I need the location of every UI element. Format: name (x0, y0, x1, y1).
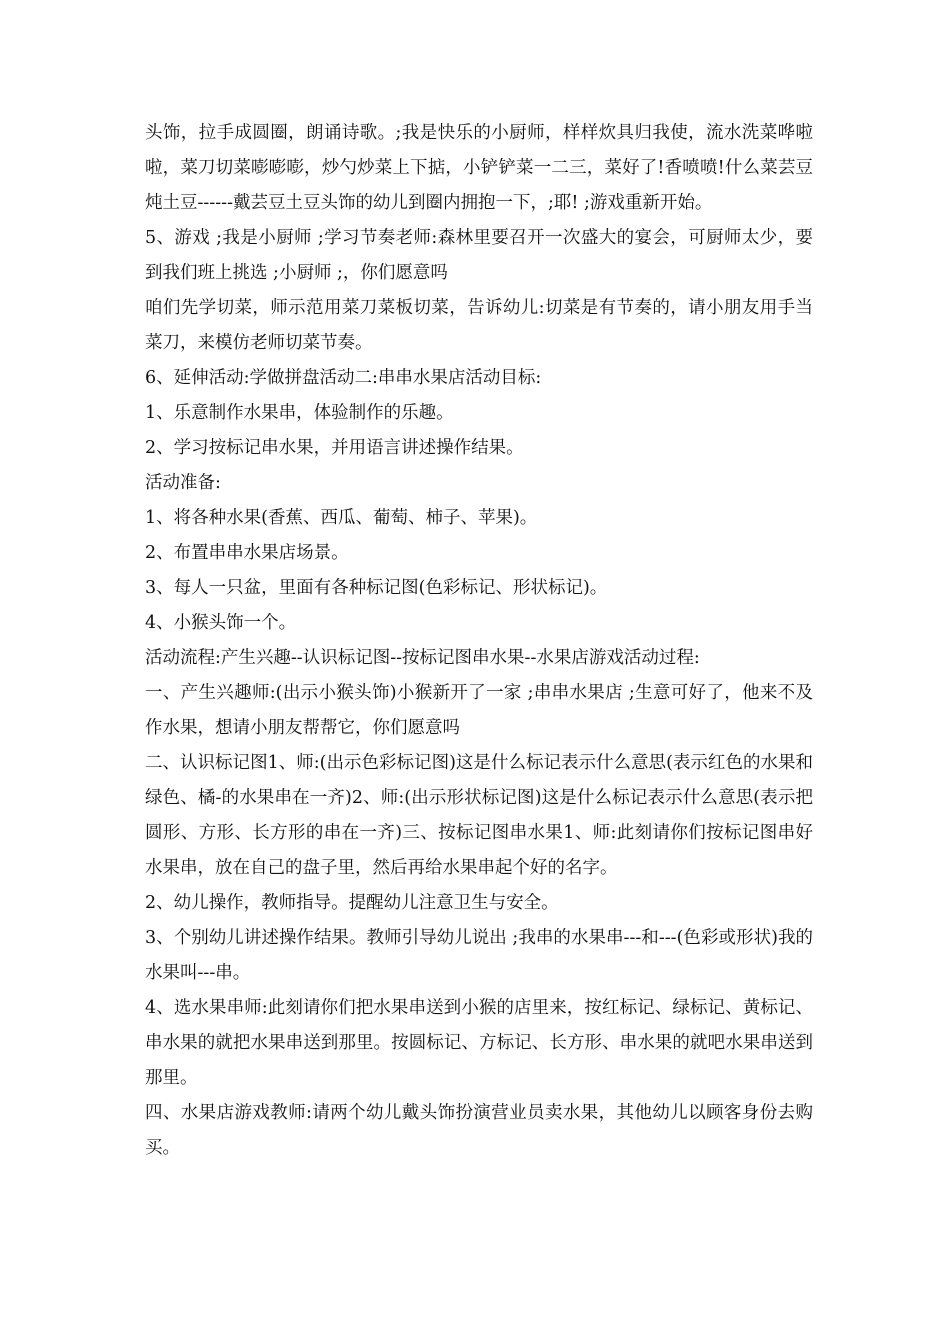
paragraph: 活动准备: (145, 473, 221, 493)
paragraph: 头饰，拉手成圆圈，朗诵诗歌。;我是快乐的小厨师，样样炊具归我使，流水洗菜哗啦啦，菜刀切菜嘭嘭嘭，炒勺炒菜上下掂，小铲铲菜一二三，菜好了!香喷喷!什么菜芸豆炖土豆------戴芸豆土豆头饰的幼儿到圈内拥抱一下，;耶! ;游戏重新开始。 (145, 123, 813, 213)
paragraph: 咱们先学切菜，师示范用菜刀菜板切菜，告诉幼儿:切菜是有节奏的，请小朋友用手当菜刀，来模仿老师切菜节奏。 (145, 298, 813, 353)
paragraph: 二、认识标记图1、师:(出示色彩标记图)这是什么标记表示什么意思(表示红色的水果和绿色、橘-的水果串在一齐)2、师:(出示形状标记图)这是什么标记表示什么意思(表示把圆形、方形、长方形的串在一齐)三、按标记图串水果1、师:此刻请你们按标记图串好水果串，放在自己的盘子里，然后再给水果串起个好的名字。 (145, 753, 813, 878)
paragraph: 3、个别幼儿讲述操作结果。教师引导幼儿说出 ;我串的水果串---和---(色彩或形状)我的水果叫---串。 (145, 928, 813, 983)
paragraph: 2、布置串串水果店场景。 (145, 543, 349, 563)
paragraph: 3、每人一只盆，里面有各种标记图(色彩标记、形状标记)。 (145, 578, 608, 598)
paragraph: 1、将各种水果(香蕉、西瓜、葡萄、柿子、苹果)。 (145, 508, 538, 528)
paragraph: 4、小猴头饰一个。 (145, 613, 297, 633)
paragraph: 一、产生兴趣师:(出示小猴头饰)小猴新开了一家 ;串串水果店 ;生意可好了，他来不及作水果，想请小朋友帮帮它，你们愿意吗 (145, 683, 813, 738)
paragraph: 1、乐意制作水果串，体验制作的乐趣。 (145, 403, 454, 423)
document-body (145, 116, 813, 1166)
paragraph: 四、水果店游戏教师:请两个幼儿戴头饰扮演营业员卖水果，其他幼儿以顾客身份去购买。 (145, 1103, 813, 1158)
paragraph: 2、幼儿操作，教师指导。提醒幼儿注意卫生与安全。 (145, 893, 559, 913)
paragraph: 活动流程:产生兴趣--认识标记图--按标记图串水果--水果店游戏活动过程: (145, 648, 700, 668)
paragraph: 2、学习按标记串水果，并用语言讲述操作结果。 (145, 438, 524, 458)
paragraph: 5、游戏 ;我是小厨师 ;学习节奏老师:森林里要召开一次盛大的宴会，可厨师太少，要到我们班上挑选 ;小厨师 ;，你们愿意吗 (145, 228, 813, 283)
paragraph: 6、延伸活动:学做拼盘活动二:串串水果店活动目标: (145, 368, 542, 388)
paragraph: 4、选水果串师:此刻请你们把水果串送到小猴的店里来，按红标记、绿标记、黄标记、串水果的就把水果串送到那里。按圆标记、方标记、长方形、串水果的就吧水果串送到那里。 (145, 998, 813, 1088)
